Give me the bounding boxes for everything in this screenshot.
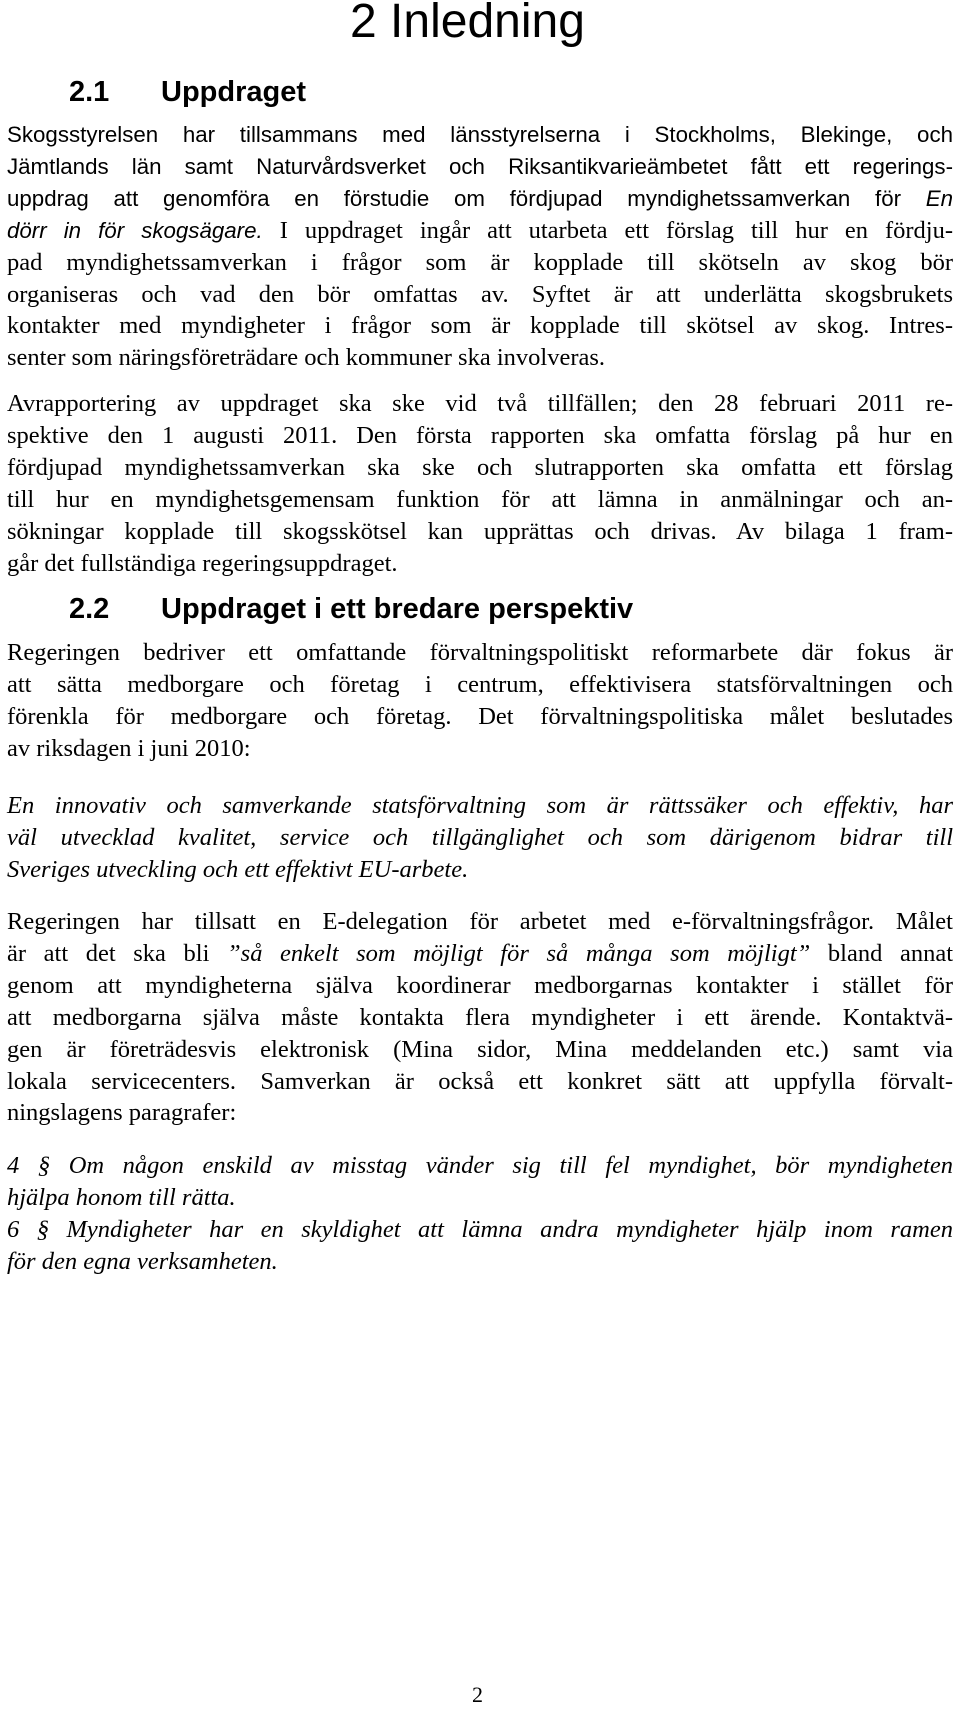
text-line: ningslagens paragrafer: <box>7 1099 237 1127</box>
text-line: att sätta medborgare och företag i centrum, effektivisera statsförvaltningen och <box>7 670 953 698</box>
policy-goal-quote <box>7 790 953 886</box>
text-line: kontakter med myndigheter i frågor som är kopplade till skötsel av skog. Intres- <box>7 312 953 340</box>
text-run: bland annat <box>827 939 954 967</box>
text-line: Skogsstyrelsen har tillsammans med länsstyrelserna i Stockholms, Blekinge, och <box>7 122 953 147</box>
law-excerpt <box>7 1150 953 1278</box>
page-number: 2 <box>472 1682 483 1707</box>
text-line: går det fullständiga regeringsuppdraget. <box>7 549 398 577</box>
paragraph-edelegation <box>7 906 953 1129</box>
italic-title-run: En <box>925 185 953 211</box>
text-line <box>7 215 953 247</box>
text-line: Avrapportering av uppdraget ska ske vid två tillfällen; den 28 februari 2011 re- <box>7 390 953 417</box>
italic-title-run: dörr in för skogsägare. <box>7 217 263 243</box>
text-run: I uppdraget ingår att utarbeta ett förslag till hur en fördju- <box>279 216 953 244</box>
section-number: 2.1 <box>69 76 110 108</box>
text-line <box>7 938 953 970</box>
text-line: till hur en myndighetsgemensam funktion för att lämna in anmälningar och an- <box>7 485 953 513</box>
text-line: genom att myndigheterna själva koordinerar medborgarnas kontakter i stället för <box>7 971 953 999</box>
text-run: är att det ska bli <box>7 939 210 967</box>
text-line: för den egna verksamheten. <box>7 1247 278 1275</box>
text-line: Jämtlands län samt Naturvårdsverket och Riksantikvarieämbetet fått ett regerings- <box>7 153 953 179</box>
section-heading-2-2 <box>69 592 633 626</box>
paragraph-assignment <box>7 119 953 374</box>
text-line: En innovativ och samverkande statsförvaltning som är rättssäker och effektiv, har <box>7 792 953 819</box>
text-line: att medborgarna själva måste kontakta flera myndigheter i ett ärende. Kontaktvä- <box>7 1003 953 1031</box>
section-title: Uppdraget <box>161 76 306 108</box>
text-line: gen är företrädesvis elektronisk (Mina sidor, Mina meddelanden etc.) samt via <box>7 1035 953 1063</box>
text-line: 6 § Myndigheter har en skyldighet att lämna andra myndigheter hjälp inom ramen <box>7 1215 953 1243</box>
text-line: väl utvecklad kvalitet, service och tillgänglighet och som därigenom bidrar till <box>7 823 953 851</box>
text-line: fördjupad myndighetssamverkan ska ske och slutrapporten ska omfatta ett förslag <box>7 453 953 481</box>
text-line: organiseras och vad den bör omfattas av. Syftet är att underlätta skogsbrukets <box>7 280 953 308</box>
text-line: pad myndighetssamverkan i frågor som är kopplade till skötseln av skog bör <box>7 248 953 276</box>
text-line: lokala servicecenters. Samverkan är också ett konkret sätt att uppfylla förvalt- <box>7 1067 953 1095</box>
chapter-heading <box>350 0 585 50</box>
text-line: 4 § Om någon enskild av misstag vänder sig till fel myndighet, bör myndigheten <box>7 1152 953 1179</box>
chapter-title: Inledning <box>390 0 585 48</box>
section-title: Uppdraget i ett bredare perspektiv <box>161 593 634 625</box>
text-line: hjälpa honom till rätta. <box>7 1183 236 1211</box>
text-line: senter som näringsföreträdare och kommuner ska involveras. <box>7 344 606 372</box>
text-run: uppdrag att genomföra en förstudie om fördjupad myndighetssamverkan för <box>7 185 902 211</box>
text-line: Regeringen bedriver ett omfattande förvaltningspolitiskt reformarbete där fokus är <box>7 639 953 666</box>
text-line: av riksdagen i juni 2010: <box>7 734 251 762</box>
text-line: Regeringen har tillsatt en E-delegation för arbetet med e-förvaltningsfrågor. Målet <box>7 908 953 935</box>
text-line: sökningar kopplade till skogsskötsel kan upprättas och drivas. Av bilaga 1 fram- <box>7 517 953 545</box>
section-number: 2.2 <box>69 593 110 625</box>
paragraph-reporting <box>7 388 953 579</box>
text-line: förenkla för medborgare och företag. Det förvaltningspolitiska målet beslutades <box>7 702 953 730</box>
text-line: Sveriges utveckling och ett effektivt EU-arbete. <box>7 855 469 883</box>
italic-quote-run: ”så enkelt som möjligt för så många som möjligt” <box>227 939 811 967</box>
text-line: spektive den 1 augusti 2011. Den första rapporten ska omfatta förslag på hur en <box>7 421 953 449</box>
paragraph-reform <box>7 637 953 765</box>
section-heading-2-1 <box>69 75 306 109</box>
chapter-number: 2 <box>350 0 377 48</box>
text-line <box>7 183 953 215</box>
